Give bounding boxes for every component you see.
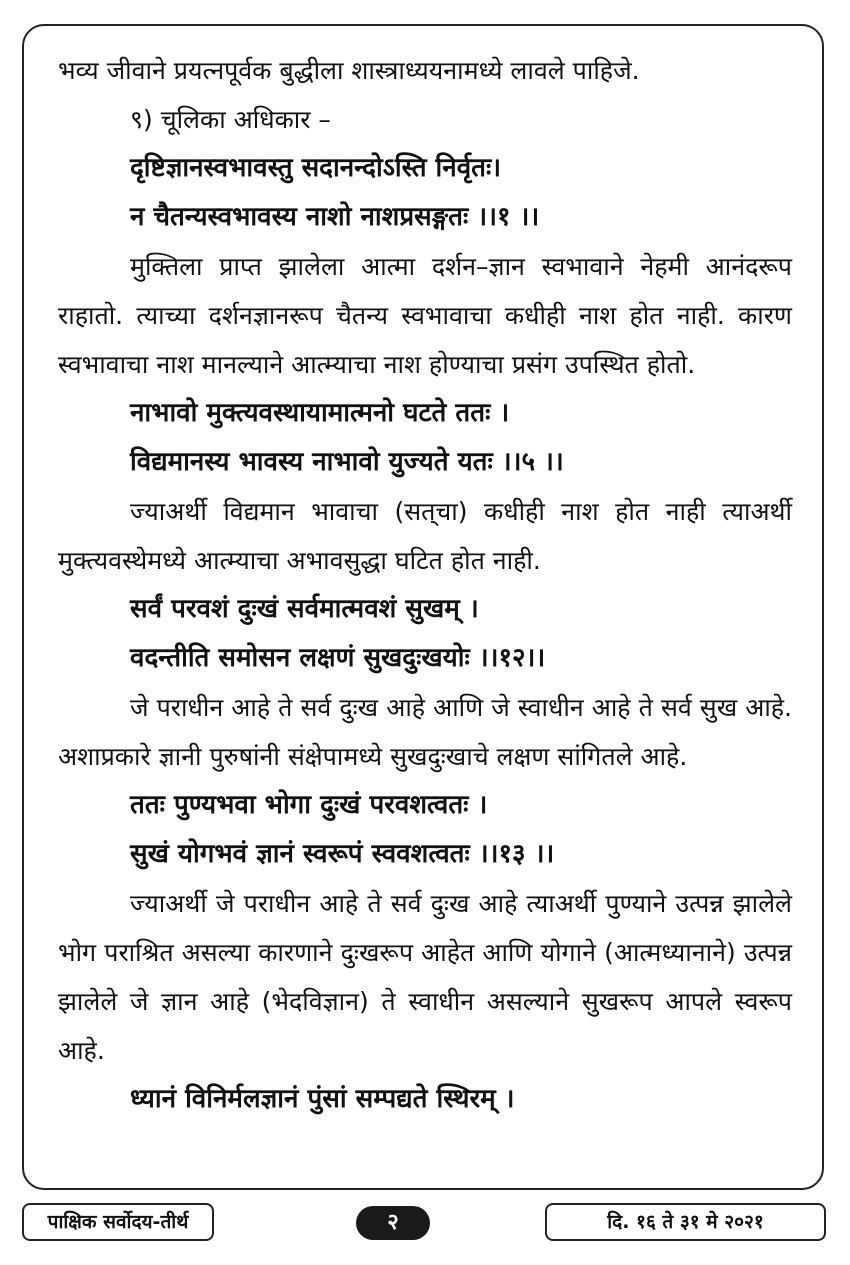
- verse-line: दृष्टिज्ञानस्वभावस्तु सदानन्दोऽस्ति निर्वृतः।: [130, 153, 502, 183]
- verse-line: ततः पुण्यभवा भोगा दुःखं परवशत्वतः ।: [130, 790, 488, 820]
- issue-date: दि. १६ ते ३१ मे २०२१: [545, 1203, 826, 1241]
- paragraph: जे पराधीन आहे ते सर्व दुःख आहे आणि जे स्वाधीन आहे ते सर्व सुख आहे. अशाप्रकारे ज्ञानी पुरुषांनी संक्षेपामध्ये सुखदुःखाचे लक्षण सांगितले आहे.: [58, 693, 792, 771]
- verse-line: ध्यानं विनिर्मलज्ञानं पुंसां सम्पद्यते स्थिरम् ।: [130, 1084, 515, 1114]
- paragraph: ज्याअर्थी जे पराधीन आहे ते सर्व दुःख आहे त्याअर्थी पुण्याने उत्पन्न झालेले भोग पराश्रित असल्या कारणाने दुःखरूप आहेत आणि योगाने (आत्मध्यानाने) उत्पन्न झालेले जे ज्ञान आहे (भेदविज्ञान) ते स्वाधीन असल्याने सुखरूप आपले स्वरूप आहे.: [58, 889, 792, 1065]
- verse-line: न चैतन्यस्वभावस्य नाशो नाशप्रसङ्गतः ।।१ ।।: [130, 202, 540, 232]
- paragraph: मुक्तिला प्राप्त झालेला आत्मा दर्शन–ज्ञान स्वभावाने नेहमी आनंदरूप राहातो. त्याच्या दर्शनज्ञानरूप चैतन्य स्वभावाचा कधीही नाश होत नाही. कारण स्वभावाचा नाश मानल्याने आत्म्याचा नाश होण्याचा प्रसंग उपस्थित होतो.: [58, 252, 792, 379]
- verse-line: सर्वं परवशं दुःखं सर्वमात्मवशं सुखम् ।: [130, 594, 479, 624]
- verse-line: वदन्तीति समोसन लक्षणं सुखदुःखयोः ।।१२।।: [130, 643, 546, 673]
- verse-line: विद्यमानस्य भावस्य नाभावो युज्यते यतः ।।५ ।।: [130, 447, 564, 477]
- intro-line: भव्य जीवाने प्रयत्नपूर्वक बुद्धीला शास्त्राध्ययनामध्ये लावले पाहिजे.: [58, 56, 640, 85]
- page-content: [58, 46, 792, 1124]
- verse-line: नाभावो मुक्त्यवस्थायामात्मनो घटते ततः ।: [130, 398, 510, 428]
- verse-line: सुखं योगभवं ज्ञानं स्वरूपं स्ववशत्वतः ।।१३ ।।: [130, 839, 555, 869]
- paragraph: ज्याअर्थी विद्यमान भावाचा (सत्‌चा) कधीही नाश होत नाही त्याअर्थी मुक्त्यवस्थेमध्ये आत्म्याचा अभावसुद्धा घटित होत नाही.: [58, 497, 792, 575]
- section-heading: ९) चूलिका अधिकार –: [130, 105, 331, 134]
- publication-name: पाक्षिक सर्वोदय-तीर्थ: [22, 1203, 214, 1241]
- page-number: २: [356, 1206, 430, 1240]
